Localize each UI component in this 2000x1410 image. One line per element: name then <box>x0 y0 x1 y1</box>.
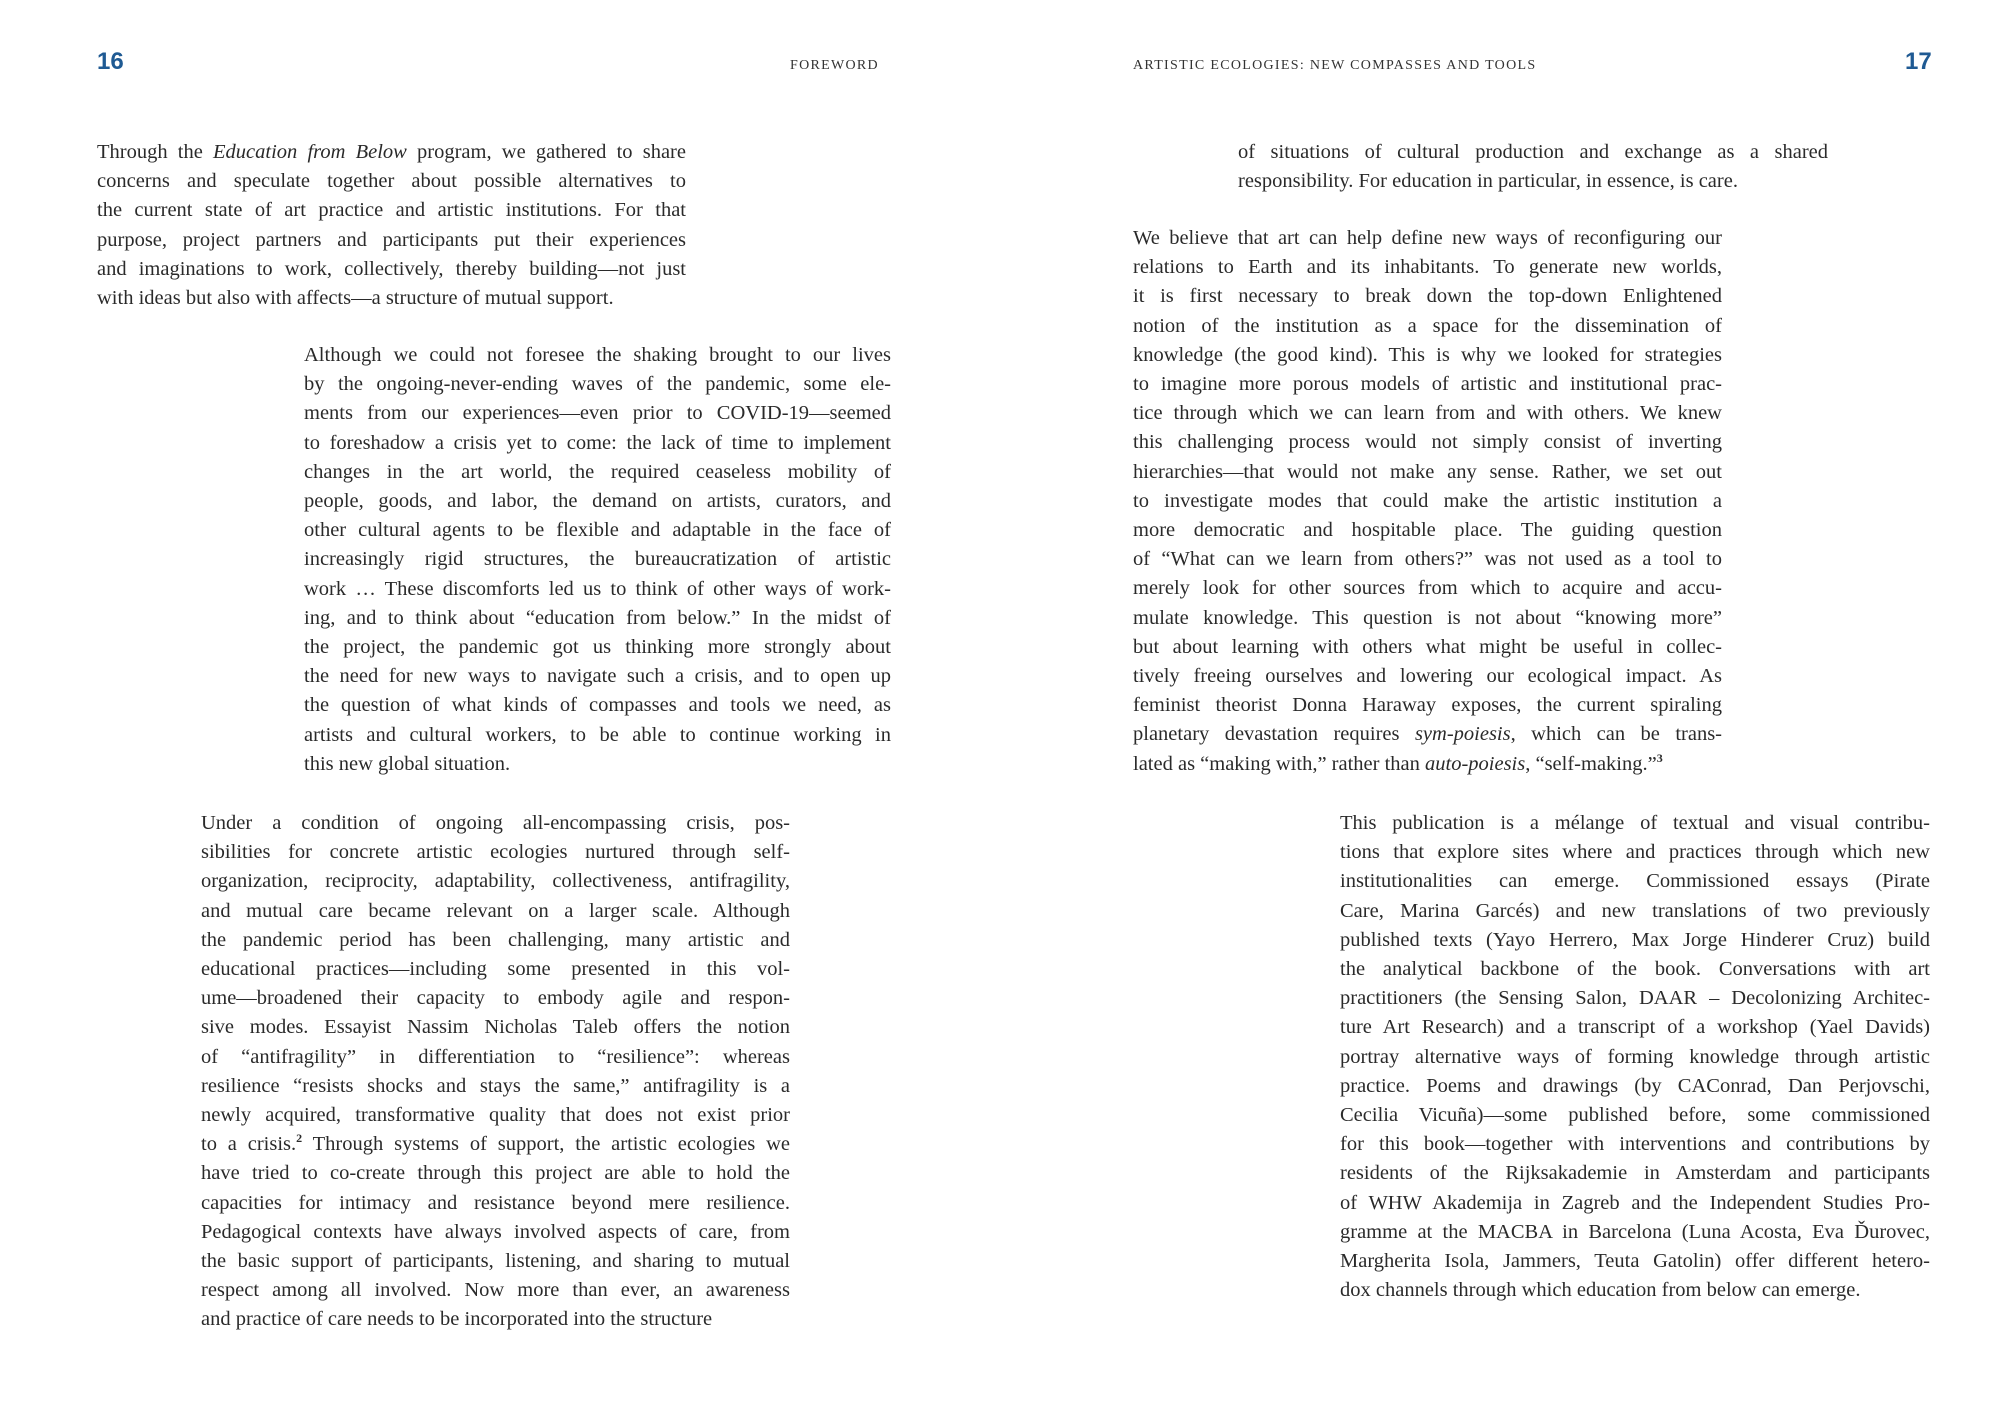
text-line: the question of what kinds of compasses and tools we need, as <box>304 694 891 717</box>
paragraph <box>201 809 790 1335</box>
right-page <box>1000 0 2000 1410</box>
text-line: lated as “making with,” rather than auto-poiesis, “self-making.”$^3$ <box>1133 750 1663 775</box>
text-line: practitioners (the Sensing Salon, DAAR – Decolonizing Architec- <box>1340 987 1930 1010</box>
text-line: the current state of art practice and artistic institutions. For that <box>97 199 686 222</box>
text-line: this challenging process would not simply consist of inverting <box>1133 431 1722 454</box>
text-line: purpose, project partners and participants put their experiences <box>97 228 686 251</box>
text-line: people, goods, and labor, the demand on artists, curators, and <box>304 490 891 513</box>
page-number: 17 <box>1905 48 1932 75</box>
text-line: more democratic and hospitable place. The guiding question <box>1133 519 1722 542</box>
text-line: with ideas but also with affects—a structure of mutual support. <box>97 287 614 310</box>
text-line: tively freeing ourselves and lowering our ecological impact. As <box>1133 665 1722 688</box>
text-line: resilience “resists shocks and stays the same,” antifragility is a <box>201 1074 790 1097</box>
text-line: ments from our experiences—even prior to COVID-19—seemed <box>304 402 891 425</box>
text-line: the pandemic period has been challenging, many artistic and <box>201 928 790 951</box>
text-line: the need for new ways to navigate such a crisis, and to open up <box>304 665 891 688</box>
text-line: Through the Education from Below program, we gathered to share <box>97 141 686 163</box>
text-line: gramme at the MACBA in Barcelona (Luna Acosta, Eva Ďurovec, <box>1340 1220 1930 1243</box>
text-line: and practice of care needs to be incorporated into the structure <box>201 1308 713 1331</box>
text-line: Care, Marina Garcés) and new translations of two previously <box>1340 899 1930 922</box>
text-line: This publication is a mélange of textual and visual contribu- <box>1340 812 1930 834</box>
text-line: Pedagogical contexts have always involved aspects of care, from <box>201 1220 790 1243</box>
text-line: tions that explore sites where and practices through which new <box>1340 841 1930 864</box>
text-line: other cultural agents to be flexible and adaptable in the face of <box>304 519 891 542</box>
text-line: to a crisis.$^2$ Through systems of support, the artistic ecologies we <box>201 1131 790 1156</box>
text-line: the analytical backbone of the book. Conversations with art <box>1340 958 1930 981</box>
text-line: for this book—together with interventions and contributions by <box>1340 1133 1930 1156</box>
text-line: merely look for other sources from which to acquire and accu- <box>1133 577 1722 600</box>
paragraph <box>304 341 891 779</box>
text-line: ture Art Research) and a transcript of a workshop (Yael Davids) <box>1340 1016 1930 1039</box>
text-line: newly acquired, transformative quality that does not exist prior <box>201 1104 790 1127</box>
running-head: ARTISTIC ECOLOGIES: NEW COMPASSES AND TOOLS <box>1133 58 1537 73</box>
text-line: to investigate modes that could make the artistic institution a <box>1133 489 1722 512</box>
text-line: capacities for intimacy and resistance beyond mere resilience. <box>201 1191 790 1214</box>
text-line: by the ongoing-never-ending waves of the pandemic, some ele- <box>304 373 891 396</box>
text-line: changes in the art world, the required ceaseless mobility of <box>304 460 891 483</box>
text-line: and imaginations to work, collectively, thereby building—not just <box>97 257 686 280</box>
text-line: portray alternative ways of forming knowledge through artistic <box>1340 1045 1930 1068</box>
text-line: responsibility. For education in particular, in essence, is care. <box>1238 170 1738 193</box>
text-line: but about learning with others what might be useful in collec- <box>1133 635 1722 658</box>
text-line: Under a condition of ongoing all-encompassing crisis, pos- <box>201 812 790 834</box>
footnote-marker[interactable]: 2 <box>296 1131 303 1146</box>
paragraph <box>97 138 686 313</box>
text-line: and mutual care became relevant on a larger scale. Although <box>201 899 790 922</box>
text-line: sive modes. Essayist Nassim Nicholas Taleb offers the notion <box>201 1016 790 1039</box>
text-line: residents of the Rijksakademie in Amsterdam and participants <box>1340 1162 1930 1185</box>
text-line: work … These discomforts led us to think of other ways of work- <box>304 577 891 600</box>
text-line: Cecilia Vicuña)—some published before, some commissioned <box>1340 1104 1930 1127</box>
text-line: to foreshadow a crisis yet to come: the lack of time to implement <box>304 431 891 454</box>
text-line: tice through which we can learn from and with others. We knew <box>1133 402 1722 425</box>
text-line: of “antifragility” in differentiation to “resilience”: whereas <box>201 1045 790 1068</box>
text-line: it is first necessary to break down the top-down Enlightened <box>1133 285 1722 308</box>
text-line: notion of the institution as a space for the dissemination of <box>1133 314 1722 337</box>
paragraph <box>1133 224 1722 779</box>
text-line: this new global situation. <box>304 752 511 775</box>
text-line: feminist theorist Donna Haraway exposes, the current spiraling <box>1133 694 1722 717</box>
text-line: artists and cultural workers, to be able to continue working in <box>304 723 891 746</box>
text-line: hierarchies—that would not make any sense. Rather, we set out <box>1133 460 1722 483</box>
text-line: to imagine more porous models of artistic and institutional prac- <box>1133 373 1722 396</box>
text-line: sibilities for concrete artistic ecologies nurtured through self- <box>201 841 790 864</box>
text-line: Margherita Isola, Jammers, Teuta Gatolin) offer different hetero- <box>1340 1250 1930 1273</box>
text-line: mulate knowledge. This question is not about “knowing more” <box>1133 606 1722 629</box>
page-number: 16 <box>97 48 124 75</box>
text-line: dox channels through which education from below can emerge. <box>1340 1279 1861 1302</box>
text-line: knowledge (the good kind). This is why we looked for strategies <box>1133 343 1722 366</box>
paragraph <box>1238 138 1828 196</box>
text-line: the project, the pandemic got us thinking more strongly about <box>304 636 891 659</box>
text-line: of situations of cultural production and exchange as a shared <box>1238 141 1828 163</box>
text-line: of WHW Akademija in Zagreb and the Independent Studies Pro- <box>1340 1191 1930 1214</box>
footnote-marker[interactable]: 3 <box>1656 750 1663 765</box>
text-line: have tried to co-create through this project are able to hold the <box>201 1162 790 1185</box>
text-line: respect among all involved. Now more than ever, an awareness <box>201 1279 790 1302</box>
text-line: relations to Earth and its inhabitants. To generate new worlds, <box>1133 256 1722 279</box>
paragraph <box>1340 809 1930 1305</box>
text-line: ume—broadened their capacity to embody agile and respon- <box>201 987 790 1010</box>
text-line: educational practices—including some presented in this vol- <box>201 958 790 981</box>
text-line: organization, reciprocity, adaptability, collectiveness, antifragility, <box>201 870 790 893</box>
text-line: Although we could not foresee the shaking brought to our lives <box>304 344 891 366</box>
text-line: institutionalities can emerge. Commissioned essays (Pirate <box>1340 870 1930 893</box>
text-line: concerns and speculate together about possible alternatives to <box>97 170 686 193</box>
text-line: planetary devastation requires sym-poiesis, which can be trans- <box>1133 723 1722 746</box>
text-line: of “What can we learn from others?” was not used as a tool to <box>1133 548 1722 571</box>
text-line: We believe that art can help define new ways of reconfiguring our <box>1133 227 1722 249</box>
text-line: increasingly rigid structures, the bureaucratization of artistic <box>304 548 891 571</box>
text-line: published texts (Yayo Herrero, Max Jorge Hinderer Cruz) build <box>1340 928 1930 951</box>
text-line: ing, and to think about “education from below.” In the midst of <box>304 606 891 629</box>
text-line: practice. Poems and drawings (by CAConrad, Dan Perjovschi, <box>1340 1074 1930 1097</box>
running-head: FOREWORD <box>790 58 879 73</box>
text-line: the basic support of participants, listening, and sharing to mutual <box>201 1250 790 1273</box>
